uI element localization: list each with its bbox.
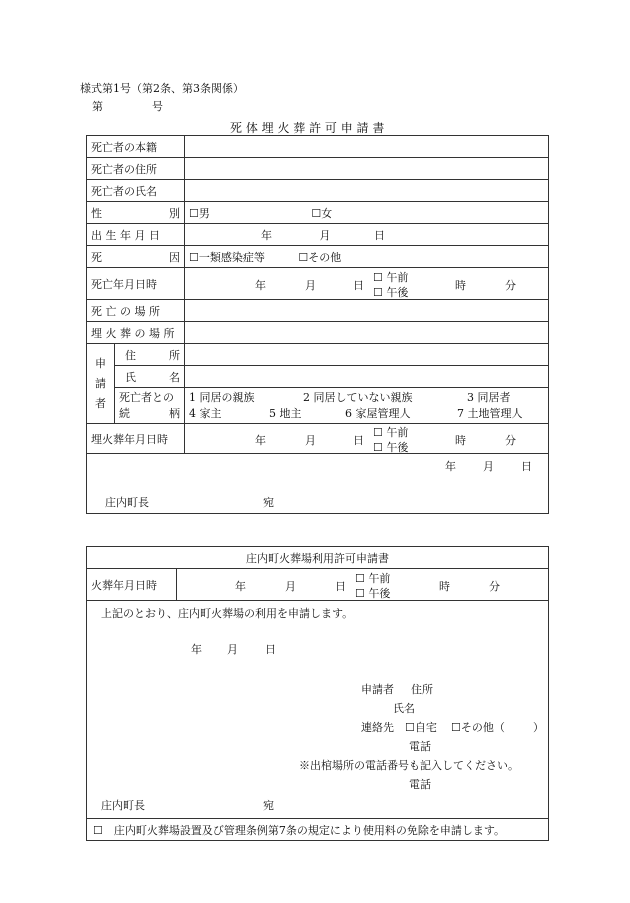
- label-address: 死亡者の住所: [87, 158, 185, 180]
- rel-option-7[interactable]: 7 土地管理人: [457, 407, 523, 420]
- mayor-label-2: 庄内町長: [101, 799, 145, 812]
- label-burial-place: 埋 火 葬 の 場 所: [87, 322, 185, 344]
- checkbox-burial-pm[interactable]: ☐ 午後: [373, 441, 409, 454]
- field-sex: [185, 202, 549, 224]
- field-address[interactable]: [185, 158, 549, 180]
- label-death-datetime: 死亡年月日時: [87, 268, 185, 300]
- rel-option-2[interactable]: 2 同居していない親族: [303, 391, 413, 404]
- rel-option-1[interactable]: 1 同居の親族: [189, 391, 255, 404]
- checkbox-burial-am[interactable]: ☐ 午前: [373, 426, 409, 439]
- field-cremation-datetime: 年 月 日 ☐ 午前 ☐ 午後 時 分: [177, 569, 549, 601]
- checkbox-am[interactable]: ☐ 午前: [373, 271, 409, 284]
- field-death-datetime: 年 月 日 ☐ 午前 ☐ 午後 時 分: [185, 268, 549, 300]
- statement-text: 上記のとおり、庄内町火葬場の利用を申請します。: [101, 607, 354, 620]
- label-birth: 出 生 年 月 日: [87, 224, 185, 246]
- form-number: 様式第1号（第2条、第3条関係）: [80, 82, 244, 95]
- field-applicant-address[interactable]: [185, 344, 549, 366]
- field-death-place[interactable]: [185, 300, 549, 322]
- mayor-label: 庄内町長: [105, 496, 149, 509]
- label-applicant-address: 住 所: [115, 344, 185, 366]
- crematorium-application-table: [86, 546, 549, 841]
- label-honseki: 死亡者の本籍: [87, 136, 185, 158]
- label-death-place: 死 亡 の 場 所: [87, 300, 185, 322]
- checkbox-pm[interactable]: ☐ 午後: [373, 286, 409, 299]
- field-relationship: [185, 388, 549, 424]
- fee-exemption-row[interactable]: [87, 819, 549, 841]
- page-title: 死 体 埋 火 葬 許 可 申 請 書: [230, 121, 385, 135]
- phone-note: ※出棺場所の電話番号も記入してください。: [299, 759, 519, 772]
- label-sex: 性 別: [87, 202, 185, 224]
- label-applicant: 申 請 者: [87, 344, 115, 424]
- label-burial-datetime: 埋火葬年月日時: [87, 424, 185, 454]
- field-burial-place[interactable]: [185, 322, 549, 344]
- signature-block: 年 月 日 庄内町長 宛: [87, 454, 549, 514]
- field-burial-datetime: 年 月 日 ☐ 午前 ☐ 午後 時 分: [185, 424, 549, 454]
- checkbox-female[interactable]: ☐女: [311, 206, 333, 220]
- checkbox-home[interactable]: ☐自宅: [405, 721, 437, 734]
- rel-option-3[interactable]: 3 同居者: [467, 391, 511, 404]
- checkbox-cremation-am[interactable]: ☐ 午前: [355, 572, 391, 585]
- label-cremation-datetime: 火葬年月日時: [87, 569, 177, 601]
- label-cause: 死 因: [87, 246, 185, 268]
- field-cause: [185, 246, 549, 268]
- number-suffix: 号: [152, 100, 163, 113]
- label-applicant-name: 氏 名: [115, 366, 185, 388]
- checkbox-fee-exemption[interactable]: ☐ 庄内町火葬場設置及び管理条例第7条の規定により使用料の免除を申請します。: [93, 823, 505, 837]
- statement-block: 上記のとおり、庄内町火葬場の利用を申請します。 年 月 日 申請者 住所 氏名 連絡先 ☐自宅 ☐その他（ ） 電話 ※出棺場所の電話番号も記入してください。 電話 庄内町長 宛: [87, 601, 549, 819]
- number-prefix: 第: [92, 100, 103, 113]
- label-relationship: 死亡者との 続 柄: [115, 388, 185, 424]
- field-name[interactable]: [185, 180, 549, 202]
- label-name: 死亡者の氏名: [87, 180, 185, 202]
- checkbox-infectious[interactable]: ☐一類感染症等: [189, 250, 265, 264]
- checkbox-contact-other[interactable]: ☐その他（: [451, 721, 505, 734]
- field-applicant-name[interactable]: [185, 366, 549, 388]
- field-birth[interactable]: 年 月 日: [185, 224, 549, 246]
- permit-application-table: [86, 135, 549, 514]
- rel-option-4[interactable]: 4 家主: [189, 407, 222, 420]
- section-title: 庄内町火葬場利用許可申請書: [87, 547, 549, 569]
- checkbox-cremation-pm[interactable]: ☐ 午後: [355, 587, 391, 600]
- rel-option-5[interactable]: 5 地主: [269, 407, 302, 420]
- checkbox-male[interactable]: ☐男: [189, 206, 210, 220]
- rel-option-6[interactable]: 6 家屋管理人: [345, 407, 411, 420]
- applicant-label: 申請者: [361, 683, 394, 696]
- field-honseki[interactable]: [185, 136, 549, 158]
- checkbox-cause-other[interactable]: ☐その他: [298, 250, 342, 264]
